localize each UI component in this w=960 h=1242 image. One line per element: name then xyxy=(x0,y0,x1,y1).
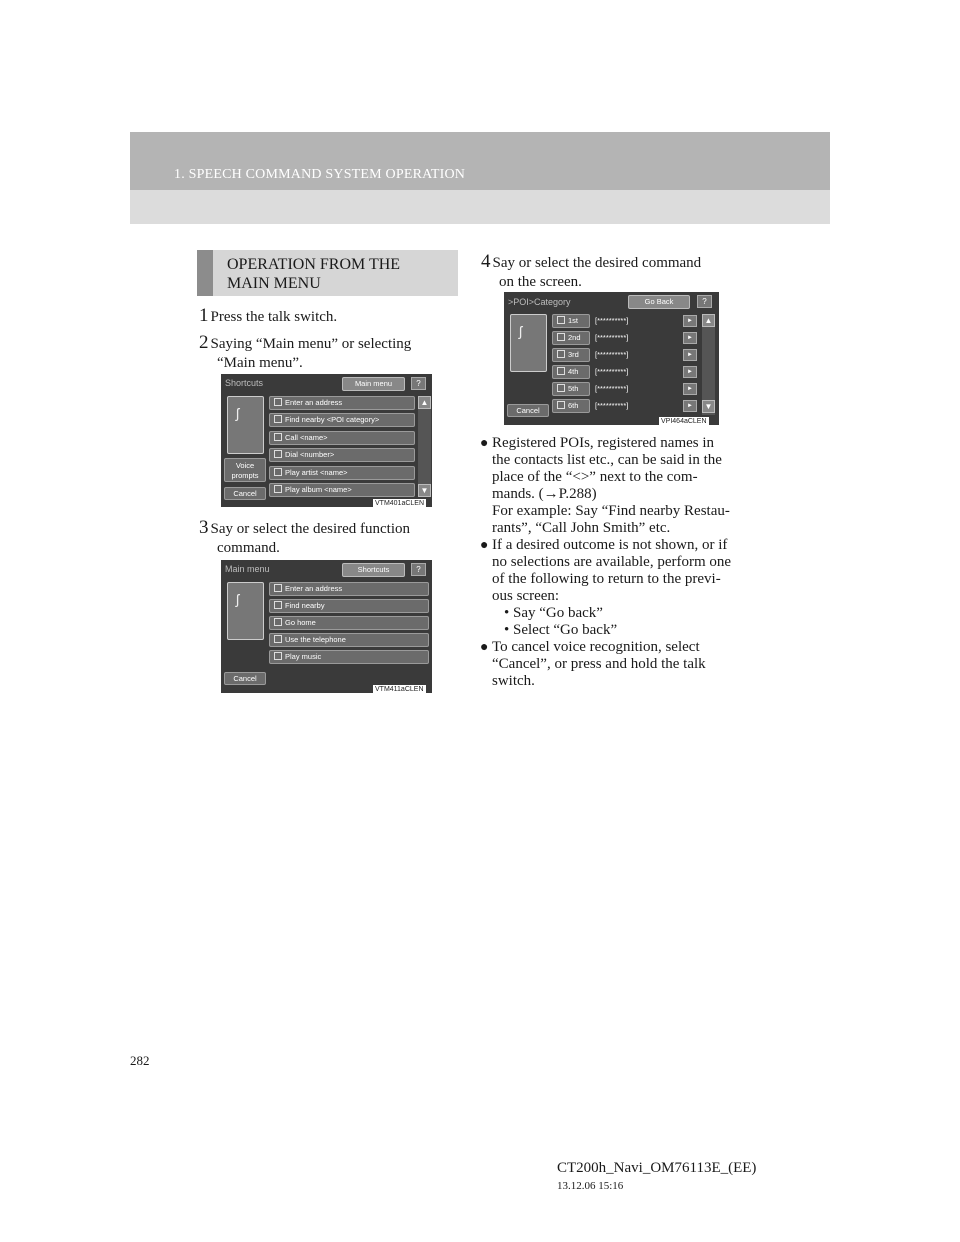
list-item[interactable]: Find nearby <POI category> xyxy=(269,413,415,427)
voice-prompts-button[interactable]: Voice prompts xyxy=(224,458,266,482)
cancel-button[interactable]: Cancel xyxy=(507,404,549,417)
voice-panel xyxy=(227,582,264,640)
speech-icon: ʃ xyxy=(519,323,523,339)
rank-button[interactable]: 3rd xyxy=(552,348,590,362)
speech-icon xyxy=(557,384,565,392)
list-item[interactable]: Go home xyxy=(269,616,429,630)
step-2 xyxy=(199,333,459,373)
speech-icon xyxy=(274,601,282,609)
bullet-registered-pois: ● Registered POIs, registered names in the contacts list etc., can be said in the place of the “<>” next to the com- mands. (→P.288) For example: Say “Find nearby Restau- rants”, “Call John Smith” etc. xyxy=(480,435,730,536)
section-title-line1: OPERATION FROM THE xyxy=(227,256,401,273)
poi-category-screen xyxy=(504,292,719,425)
print-date: 13.12.06 15:16 xyxy=(557,1180,624,1192)
rank-button[interactable]: 6th xyxy=(552,399,590,413)
voice-panel xyxy=(510,314,547,372)
sub-item: • Say “Go back” xyxy=(504,605,603,621)
step-text-line1: Saying “Main menu” or selecting xyxy=(210,336,412,352)
help-button[interactable]: ? xyxy=(411,563,426,576)
speech-icon: ʃ xyxy=(236,591,240,607)
voice-panel xyxy=(227,396,264,454)
detail-arrow-icon[interactable]: ► xyxy=(683,383,697,395)
result-value: [**********] xyxy=(595,316,629,325)
speech-icon xyxy=(274,450,282,458)
step-text-line2: “Main menu”. xyxy=(217,355,303,371)
list-item[interactable]: Play music xyxy=(269,650,429,664)
step-text-line2: on the screen. xyxy=(499,274,582,290)
speech-icon xyxy=(557,333,565,341)
speech-icon xyxy=(557,350,565,358)
step-text-line2: command. xyxy=(217,540,280,556)
result-value: [**********] xyxy=(595,384,629,393)
speech-icon xyxy=(274,468,282,476)
main-menu-button[interactable]: Main menu xyxy=(342,377,405,391)
speech-icon xyxy=(274,433,282,441)
scroll-down-icon[interactable]: ▼ xyxy=(702,400,715,413)
detail-arrow-icon[interactable]: ► xyxy=(683,332,697,344)
detail-arrow-icon[interactable]: ► xyxy=(683,366,697,378)
list-item[interactable]: Enter an address xyxy=(269,396,415,410)
step-number: 2 xyxy=(199,332,209,353)
bullet-icon: ● xyxy=(480,538,489,553)
scroll-down-icon[interactable]: ▼ xyxy=(418,484,431,497)
scroll-up-icon[interactable]: ▲ xyxy=(702,314,715,327)
step-1 xyxy=(199,306,337,327)
page-header xyxy=(130,132,830,224)
speech-icon xyxy=(274,635,282,643)
list-item[interactable]: Use the telephone xyxy=(269,633,429,647)
detail-arrow-icon[interactable]: ► xyxy=(683,349,697,361)
page-number: 282 xyxy=(130,1053,150,1068)
speech-icon xyxy=(557,316,565,324)
rank-button[interactable]: 1st xyxy=(552,314,590,328)
bullet-cancel: ● To cancel voice recognition, select “Cancel”, or press and hold the talk switch. xyxy=(480,639,706,689)
step-number: 4 xyxy=(481,251,491,272)
image-code: VTM411aCLEN xyxy=(375,686,424,693)
bullet-icon: ● xyxy=(480,436,489,451)
result-value: [**********] xyxy=(595,350,629,359)
list-item[interactable]: Play artist <name> xyxy=(269,466,415,480)
screen-title: >POI>Category xyxy=(508,297,571,307)
speech-icon: ʃ xyxy=(236,405,240,421)
section-bar xyxy=(197,250,213,296)
rank-button[interactable]: 2nd xyxy=(552,331,590,345)
detail-arrow-icon[interactable]: ► xyxy=(683,400,697,412)
section-title-box xyxy=(197,250,458,296)
speech-icon xyxy=(274,652,282,660)
list-item[interactable]: Dial <number> xyxy=(269,448,415,462)
image-code: VPI464aCLEN xyxy=(661,418,707,425)
rank-button[interactable]: 5th xyxy=(552,382,590,396)
speech-icon xyxy=(274,485,282,493)
list-item[interactable]: Call <name> xyxy=(269,431,415,445)
go-back-button[interactable]: Go Back xyxy=(628,295,690,309)
help-button[interactable]: ? xyxy=(411,377,426,390)
list-item[interactable]: Enter an address xyxy=(269,582,429,596)
result-value: [**********] xyxy=(595,367,629,376)
document-id: CT200h_Navi_OM76113E_(EE) xyxy=(557,1160,757,1176)
scrollbar[interactable] xyxy=(418,396,431,497)
section-title-line2: MAIN MENU xyxy=(227,275,321,292)
speech-icon xyxy=(557,401,565,409)
bullet-go-back: ● If a desired outcome is not shown, or if no selections are available, perform one of the following to return to the previ- ous screen: xyxy=(480,537,732,604)
header-title: 1. SPEECH COMMAND SYSTEM OPERATION xyxy=(174,167,466,182)
step-3 xyxy=(199,518,459,558)
step-number: 3 xyxy=(199,517,209,538)
speech-icon xyxy=(274,584,282,592)
speech-icon xyxy=(274,398,282,406)
cancel-button[interactable]: Cancel xyxy=(224,672,266,685)
result-value: [**********] xyxy=(595,333,629,342)
step-number: 1 xyxy=(199,305,209,326)
scroll-up-icon[interactable]: ▲ xyxy=(418,396,431,409)
result-value: [**********] xyxy=(595,401,629,410)
sub-item: • Select “Go back” xyxy=(504,622,618,638)
speech-icon xyxy=(274,415,282,423)
cancel-button[interactable]: Cancel xyxy=(224,487,266,500)
bullet-icon: ● xyxy=(480,640,489,655)
shortcuts-screen xyxy=(221,374,432,507)
step-text-line1: Say or select the desired function xyxy=(210,521,411,537)
speech-icon xyxy=(274,618,282,626)
screen-title: Main menu xyxy=(225,564,270,574)
screen-title: Shortcuts xyxy=(225,378,264,388)
rank-button[interactable]: 4th xyxy=(552,365,590,379)
help-button[interactable]: ? xyxy=(697,295,712,308)
step-4 xyxy=(481,252,743,292)
step-text-line1: Say or select the desired command xyxy=(492,255,702,271)
shortcuts-button[interactable]: Shortcuts xyxy=(342,563,405,577)
step-text: Press the talk switch. xyxy=(210,309,338,325)
list-item[interactable]: Play album <name> xyxy=(269,483,415,497)
list-item[interactable]: Find nearby xyxy=(269,599,429,613)
image-code: VTM401aCLEN xyxy=(375,500,425,507)
main-menu-screen xyxy=(221,560,432,693)
detail-arrow-icon[interactable]: ► xyxy=(683,315,697,327)
section-title xyxy=(227,255,400,293)
speech-icon xyxy=(557,367,565,375)
